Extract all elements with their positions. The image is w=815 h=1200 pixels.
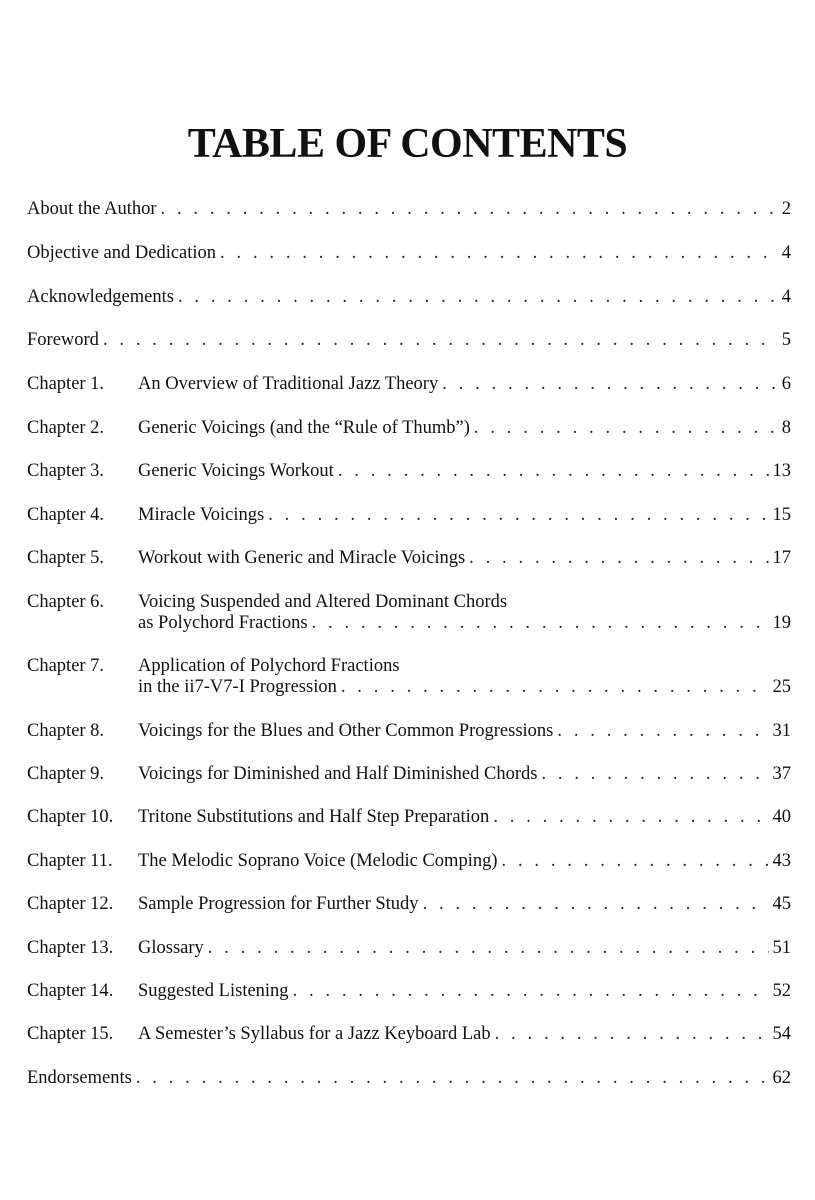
toc-entry — [27, 287, 791, 308]
entry-title: Miracle Voicings — [138, 505, 265, 525]
entry-title-continuation: in the ii7-V7-I Progression — [138, 677, 337, 697]
toc-entry — [27, 894, 791, 915]
entry-title: Glossary — [138, 938, 204, 958]
entry-title: Suggested Listening — [138, 981, 289, 1001]
toc-entry — [27, 243, 791, 264]
page-number: 51 — [772, 938, 791, 958]
chapter-label: Chapter 6. — [27, 592, 105, 612]
toc-entry — [27, 764, 791, 785]
entry-title: Foreword — [27, 330, 99, 350]
page-number: 13 — [772, 461, 791, 481]
toc-entry — [27, 199, 791, 220]
dot-leader — [208, 938, 769, 959]
dot-leader — [161, 199, 778, 220]
entry-title: Objective and Dedication — [27, 243, 217, 263]
chapter-label: Chapter 13. — [27, 938, 114, 958]
page-number: 19 — [772, 613, 791, 633]
toc-entry — [27, 505, 791, 526]
dot-leader — [474, 418, 778, 439]
chapter-label: Chapter 3. — [27, 461, 105, 481]
dot-leader — [442, 374, 778, 395]
entry-title-continuation: as Polychord Fractions — [138, 613, 308, 633]
toc-entry — [27, 374, 791, 395]
entry-title: Sample Progression for Further Study — [138, 894, 419, 914]
page-number: 62 — [772, 1068, 791, 1088]
chapter-label: Chapter 9. — [27, 764, 105, 784]
chapter-label: Chapter 15. — [27, 1024, 114, 1044]
chapter-label: Chapter 5. — [27, 548, 105, 568]
entry-title: Voicings for the Blues and Other Common Progressions — [138, 721, 554, 741]
dot-leader — [341, 677, 769, 698]
toc-entry — [27, 461, 791, 482]
chapter-label: Chapter 1. — [27, 374, 105, 394]
dot-leader — [493, 807, 768, 828]
toc-entry — [27, 330, 791, 351]
chapter-label: Chapter 8. — [27, 721, 105, 741]
page-number: 6 — [781, 374, 791, 394]
entry-title: Generic Voicings (and the “Rule of Thumb”) — [138, 418, 470, 438]
toc-entry — [27, 592, 791, 634]
page-number: 40 — [772, 807, 791, 827]
toc-entry — [27, 981, 791, 1002]
entry-title: About the Author — [27, 199, 157, 219]
page-number: 31 — [772, 721, 791, 741]
entry-title: Workout with Generic and Miracle Voicings — [138, 548, 466, 568]
page-number: 5 — [781, 330, 791, 350]
dot-leader — [136, 1068, 769, 1089]
chapter-label: Chapter 12. — [27, 894, 114, 914]
toc-entry — [27, 721, 791, 742]
toc-entry — [27, 418, 791, 439]
chapter-label: Chapter 11. — [27, 851, 113, 871]
entry-title: The Melodic Soprano Voice (Melodic Comping) — [138, 851, 498, 871]
page-number: 52 — [772, 981, 791, 1001]
entry-title: Application of Polychord Fractions — [138, 656, 400, 676]
toc-entry — [27, 656, 791, 698]
dot-leader — [338, 461, 769, 482]
dot-leader — [268, 505, 768, 526]
entry-title: A Semester’s Syllabus for a Jazz Keyboard Lab — [138, 1024, 491, 1044]
dot-leader — [103, 330, 778, 351]
page-number: 8 — [781, 418, 791, 438]
dot-leader — [293, 981, 769, 1002]
page-number: 17 — [772, 548, 791, 568]
dot-leader — [557, 721, 768, 742]
page-number: 4 — [781, 287, 791, 307]
page-number: 43 — [772, 851, 791, 871]
page-number: 15 — [772, 505, 791, 525]
page-number: 25 — [772, 677, 791, 697]
toc-entry — [27, 807, 791, 828]
chapter-label: Chapter 2. — [27, 418, 105, 438]
dot-leader — [312, 613, 769, 634]
dot-leader — [502, 851, 769, 872]
toc-entry — [27, 938, 791, 959]
page-number: 4 — [781, 243, 791, 263]
toc-entry — [27, 851, 791, 872]
chapter-label: Chapter 4. — [27, 505, 105, 525]
chapter-label: Chapter 14. — [27, 981, 114, 1001]
chapter-label: Chapter 7. — [27, 656, 105, 676]
page-number: 54 — [772, 1024, 791, 1044]
toc-entry — [27, 548, 791, 569]
toc-entry — [27, 1024, 791, 1045]
entry-title: An Overview of Traditional Jazz Theory — [138, 374, 439, 394]
dot-leader — [423, 894, 769, 915]
chapter-label: Chapter 10. — [27, 807, 114, 827]
entry-title: Tritone Substitutions and Half Step Preparation — [138, 807, 490, 827]
entry-title: Voicing Suspended and Altered Dominant Chords — [138, 592, 508, 612]
page-number: 37 — [772, 764, 791, 784]
page-title: TABLE OF CONTENTS — [187, 121, 628, 167]
dot-leader — [541, 764, 768, 785]
dot-leader — [495, 1024, 769, 1045]
page-number: 2 — [781, 199, 791, 219]
dot-leader — [220, 243, 778, 264]
entry-title: Generic Voicings Workout — [138, 461, 334, 481]
page-number: 45 — [772, 894, 791, 914]
entry-title: Voicings for Diminished and Half Diminished Chords — [138, 764, 538, 784]
dot-leader — [178, 287, 778, 308]
toc-entry — [27, 1068, 791, 1089]
dot-leader — [469, 548, 768, 569]
entry-title: Acknowledgements — [27, 287, 174, 307]
entry-title: Endorsements — [27, 1068, 132, 1088]
